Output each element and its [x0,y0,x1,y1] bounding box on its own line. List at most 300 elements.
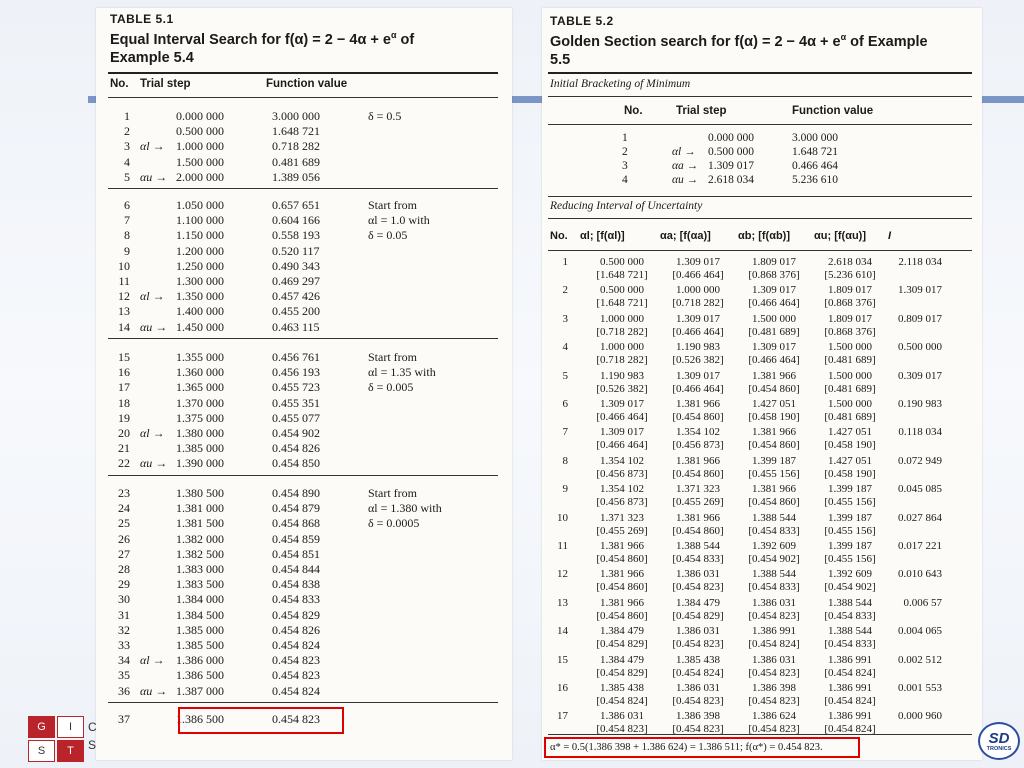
alpha-value: 0.500 000 [600,284,644,297]
alpha-marker: αu → [140,169,168,184]
alpha-value: 1.388 544 [676,540,720,552]
function-value: [0.454 829] [596,638,648,651]
alpha-value: 1.399 187 [828,483,872,496]
function-value: [0.481 689] [824,382,876,395]
alpha-value: 1.399 187 [752,454,796,467]
alpha-marker: αa → [672,160,699,172]
trial-step-value: 1.380 000 [176,426,224,440]
function-value: [0.454 823] [672,638,724,651]
step-note: Start from [368,350,417,364]
function-value: 0.558 193 [272,228,320,243]
row-number: 30 [118,592,130,607]
function-value: [0.526 382] [596,382,648,395]
function-value: 0.490 343 [272,258,320,273]
iteration-number: 12 [557,568,568,581]
step-note: αl = 1.0 with [368,213,430,228]
function-value: [0.454 860] [672,524,724,537]
table-number: TABLE 5.1 [110,12,174,26]
alpha-value: 1.309 017 [600,398,644,410]
gist-logo [28,716,84,762]
trial-step-value: 1.382 000 [176,531,224,546]
alpha-value: 1.386 031 [676,682,720,694]
alpha-value: 1.427 051 [828,454,872,467]
logo-sd-text: SD [988,729,1010,747]
alpha-value: 1.309 017 [676,312,720,325]
bracket-function-value: 1.648 721 [792,146,838,158]
function-value: 0.454 844 [272,562,320,576]
title-sup: α [840,32,847,42]
trial-step-value: 2.000 000 [176,169,224,184]
function-value: 0.454 838 [272,577,320,592]
trial-step-value: 1.383 500 [176,577,224,592]
function-value: 0.455 351 [272,395,320,410]
function-value: [0.456 873] [596,496,648,509]
rule-top [108,72,498,74]
sd-tronics-logo [978,722,1020,760]
row-number: 9 [124,243,130,258]
alpha-value: 1.385 438 [600,682,644,694]
alpha-value: 1.354 102 [676,426,720,439]
header2-interval: I [888,230,892,242]
function-value: [0.454 833] [824,638,876,651]
function-value: [0.455 269] [672,496,724,509]
highlight-formula [544,737,860,758]
alpha-value: 1.386 624 [752,710,796,723]
function-value: 0.454 890 [272,486,320,500]
function-value: [0.481 689] [824,411,876,423]
clipped-text-2: S [88,738,97,752]
alpha-value: 1.354 102 [600,454,644,467]
trial-step-value: 1.385 500 [176,638,224,652]
trial-step-value: 1.386 000 [176,653,224,668]
interval-value: 0.309 017 [898,369,942,382]
function-value: 0.455 077 [272,410,320,425]
trial-step-value: 0.000 000 [176,109,224,123]
function-value: [0.455 156] [824,553,876,565]
alpha-value: 1.000 000 [676,284,720,297]
alpha-value: 1.392 609 [828,568,872,581]
function-value: 0.454 850 [272,456,320,471]
function-value: [0.466 464] [748,354,800,367]
trial-step-value: 1.500 000 [176,154,224,169]
table-number: TABLE 5.2 [550,14,614,28]
interval-value: 1.309 017 [898,284,942,297]
function-value: [5.236 610] [824,269,876,281]
alpha-value: 1.399 187 [828,540,872,552]
row-number: 21 [118,441,130,456]
function-value: [0.454 860] [748,382,800,395]
step-note: αl = 1.35 with [368,365,436,380]
function-value: 0.456 193 [272,365,320,380]
function-value: [0.868 376] [748,269,800,281]
interval-value: 0.072 949 [898,454,942,467]
group-divider [108,475,498,476]
function-value: [0.718 282] [672,297,724,310]
function-value: [0.456 873] [596,467,648,480]
title-text: Golden Section search for f(α) = 2 − 4α + e [550,33,841,50]
alpha-value: 1.386 031 [752,596,796,609]
function-value: [0.454 823] [672,695,724,707]
alpha-value: 1.399 187 [828,511,872,524]
bracket-row-number: 3 [622,160,628,172]
trial-step-value: 1.370 000 [176,395,224,410]
alpha-marker: αl → [140,426,165,440]
trial-step-value: 1.380 500 [176,486,224,500]
alpha-value: 1.388 544 [752,511,796,524]
row-number: 10 [118,258,130,273]
trial-step-value: 1.350 000 [176,289,224,304]
row-number: 29 [118,577,130,592]
title-text: Equal Interval Search for f(α) = 2 − 4α + e [110,31,391,48]
bracket-trial-step: 0.000 000 [708,132,754,144]
row-number: 11 [118,274,130,288]
accent-bar-middle [512,96,542,103]
group-divider [108,188,498,189]
alpha-value: 1.386 031 [676,568,720,581]
iteration-number: 10 [557,511,568,524]
trial-step-value: 1.385 000 [176,441,224,456]
alpha-value: 1.381 966 [600,568,644,581]
row-number: 27 [118,546,130,561]
function-value: [0.454 823] [748,609,800,622]
bracket-row-number: 4 [622,174,628,186]
row-number: 22 [118,456,130,471]
trial-step-value: 1.384 000 [176,592,224,607]
alpha-value: 1.500 000 [828,398,872,410]
function-value: 0.469 297 [272,274,320,288]
interval-value: 0.004 065 [898,625,942,638]
function-value: 0.455 723 [272,380,320,395]
bracket-function-value: 5.236 610 [792,174,838,186]
header-function-value: Function value [792,105,874,117]
function-value: [0.454 829] [672,609,724,622]
alpha-value: 1.386 031 [676,625,720,638]
bracket-row-number: 2 [622,146,628,158]
function-value: [0.454 833] [672,553,724,565]
rule-top [548,72,972,74]
function-value: [0.455 156] [748,467,800,480]
row-number: 33 [118,638,130,652]
alpha-value: 1.371 323 [676,483,720,496]
alpha-marker: αl → [140,139,165,154]
function-value: [0.454 824] [596,695,648,707]
function-value: [0.454 833] [824,609,876,622]
function-value: [0.454 860] [748,439,800,452]
interval-value: 0.000 960 [898,710,942,723]
function-value: 0.454 824 [272,638,320,652]
function-value: [0.454 824] [748,638,800,651]
alpha-value: 1.500 000 [752,312,796,325]
interval-value: 0.027 864 [898,511,942,524]
alpha-value: 0.500 000 [600,256,644,268]
function-value: [0.454 860] [596,553,648,565]
interval-value: 0.118 034 [898,426,942,439]
trial-step-value: 1.384 500 [176,607,224,622]
row-number: 32 [118,622,130,637]
logo-cell-g: G [28,716,55,738]
rule-sub1 [548,96,972,97]
rule-header1 [548,124,972,125]
trial-step-value: 1.383 000 [176,562,224,576]
header-trial-step: Trial step [676,105,727,117]
table-5-1-scan [96,8,512,760]
title-example: Example 5.4 [110,49,194,66]
title-sup: α [390,30,397,40]
alpha-value: 2.618 034 [828,256,872,268]
alpha-value: 1.386 991 [828,710,872,723]
table-5-2-scan [542,8,982,760]
alpha-value: 1.427 051 [828,426,872,439]
logo-cell-s: S [28,740,55,762]
row-number: 2 [124,124,130,139]
iteration-number: 14 [557,625,568,638]
bracket-row-number: 1 [622,132,628,144]
function-value: [0.454 860] [748,496,800,509]
function-value: 0.454 824 [272,683,320,698]
function-value: 0.454 879 [272,501,320,516]
alpha-value: 1.386 991 [828,682,872,694]
function-value: 0.454 833 [272,592,320,607]
function-value: 0.454 823 [272,653,320,668]
iteration-number: 1 [562,256,568,268]
alpha-value: 1.354 102 [600,483,644,496]
row-number: 8 [124,228,130,243]
group-divider [108,338,498,339]
function-value: [0.454 823] [672,723,724,736]
interval-value: 0.045 085 [898,483,942,496]
function-value: 0.454 823 [272,712,320,726]
row-number: 35 [118,668,130,683]
function-value: [0.456 873] [672,439,724,452]
iteration-number: 5 [562,369,568,382]
trial-step-value: 1.355 000 [176,350,224,364]
row-number: 20 [118,426,130,440]
row-number: 16 [118,365,130,380]
function-value: [0.466 464] [672,382,724,395]
function-value: [0.466 464] [748,297,800,310]
function-value: 1.648 721 [272,124,320,139]
iteration-number: 11 [557,540,568,552]
alpha-value: 1.381 966 [600,596,644,609]
step-note: δ = 0.05 [368,228,408,243]
trial-step-value: 1.000 000 [176,139,224,154]
group-divider [108,702,498,703]
function-value: [0.466 464] [672,325,724,338]
title-of: of [396,31,415,48]
interval-value: 0.809 017 [898,312,942,325]
alpha-value: 1.381 966 [676,511,720,524]
function-value: [0.454 902] [824,581,876,594]
row-number: 37 [118,712,130,726]
iteration-number: 2 [562,284,568,297]
function-value: [0.868 376] [824,297,876,310]
logo-sd-subtext: TRONICS [986,745,1012,752]
trial-step-value: 1.387 000 [176,683,224,698]
rule-bracket-end [548,196,972,197]
step-note: δ = 0.005 [368,380,414,395]
function-value: 0.454 826 [272,622,320,637]
result-formula: α* = 0.5(1.386 398 + 1.386 624) = 1.386 511; f(α*) = 0.454 823. [550,742,823,753]
function-value: [0.454 860] [596,609,648,622]
trial-step-value: 1.250 000 [176,258,224,273]
step-note: δ = 0.5 [368,109,402,123]
alpha-value: 1.386 991 [828,653,872,666]
trial-step-value: 1.365 000 [176,380,224,395]
subtitle-bracketing: Initial Bracketing of Minimum [550,78,691,90]
function-value: [0.868 376] [824,325,876,338]
accent-bar-left [88,96,96,103]
alpha-value: 1.500 000 [828,369,872,382]
bracket-function-value: 3.000 000 [792,132,838,144]
row-number: 4 [124,154,130,169]
function-value: 0.454 823 [272,668,320,683]
alpha-value: 1.500 000 [828,341,872,354]
alpha-value: 1.386 398 [752,682,796,694]
alpha-value: 1.381 966 [600,540,644,552]
step-note: δ = 0.0005 [368,516,420,531]
alpha-marker: αl → [672,146,696,158]
row-number: 18 [118,395,130,410]
function-value: [0.718 282] [596,325,648,338]
header-no: No. [624,105,643,117]
function-value: [0.454 823] [596,723,648,736]
trial-step-value: 1.381 500 [176,516,224,531]
header2-no: No. [550,230,568,242]
alpha-value: 1.809 017 [752,256,796,268]
iteration-number: 7 [562,426,568,439]
row-number: 25 [118,516,130,531]
function-value: 0.454 868 [272,516,320,531]
trial-step-value: 1.300 000 [176,274,224,288]
iteration-number: 6 [562,398,568,410]
row-number: 12 [118,289,130,304]
header2-alpha-u: αu; [f(αu)] [814,230,866,242]
function-value: 0.657 651 [272,198,320,212]
row-number: 3 [124,139,130,154]
alpha-marker: αl → [140,289,165,304]
function-value: [0.454 833] [748,581,800,594]
row-number: 13 [118,304,130,319]
alpha-value: 1.381 966 [752,426,796,439]
function-value: [1.648 721] [596,269,648,281]
iteration-number: 16 [557,682,568,694]
function-value: 0.520 117 [272,243,320,258]
row-number: 28 [118,562,130,576]
alpha-value: 1.381 966 [676,454,720,467]
interval-value: 0.010 643 [898,568,942,581]
rule-header2 [548,250,972,251]
row-number: 5 [124,169,130,184]
iteration-number: 4 [562,341,568,354]
alpha-marker: αu → [140,319,168,334]
function-value: 0.604 166 [272,213,320,228]
function-value: [0.454 824] [824,695,876,707]
interval-value: 0.190 983 [898,398,942,410]
clipped-text-1: C [88,720,97,734]
function-value: [0.454 829] [596,666,648,679]
alpha-value: 1.190 983 [600,369,644,382]
trial-step-value: 1.381 000 [176,501,224,516]
title-example: 5.5 [550,51,571,68]
function-value: 0.454 851 [272,546,320,561]
trial-step-value: 1.386 500 [176,712,224,726]
function-value: [0.454 902] [748,553,800,565]
row-number: 14 [118,319,130,334]
function-value: 0.463 115 [272,319,320,334]
function-value: [0.466 464] [672,269,724,281]
alpha-marker: αu → [140,683,168,698]
bracket-trial-step: 0.500 000 [708,146,754,158]
title-of: of Example [846,33,928,50]
alpha-marker: αl → [140,653,165,668]
alpha-value: 1.384 479 [600,625,644,638]
alpha-value: 1.392 609 [752,540,796,552]
function-value: 0.457 426 [272,289,320,304]
iteration-number: 13 [557,596,568,609]
function-value: [0.454 823] [748,666,800,679]
table-title [110,26,414,67]
function-value: [0.458 190] [748,411,800,423]
row-number: 31 [118,607,130,622]
subtitle-reducing: Reducing Interval of Uncertainty [550,200,703,212]
alpha-value: 1.381 966 [752,369,796,382]
function-value: 3.000 000 [272,109,320,123]
alpha-value: 1.381 966 [676,398,720,410]
alpha-value: 1.309 017 [676,256,720,268]
iteration-number: 8 [562,454,568,467]
alpha-value: 1.388 544 [752,568,796,581]
alpha-value: 1.190 983 [676,341,720,354]
accent-bar-right [982,96,1024,103]
header2-alpha-l: αl; [f(αl)] [580,230,625,242]
highlight-final-row [178,707,344,734]
trial-step-value: 1.050 000 [176,198,224,212]
function-value: [0.454 860] [672,467,724,480]
function-value: [0.455 269] [596,524,648,537]
trial-step-value: 1.382 500 [176,546,224,561]
function-value: [0.454 833] [748,524,800,537]
trial-step-value: 1.360 000 [176,365,224,380]
alpha-marker: αu → [672,174,699,186]
function-value: 0.718 282 [272,139,320,154]
interval-value: 0.017 221 [898,540,942,552]
trial-step-value: 1.200 000 [176,243,224,258]
row-number: 23 [118,486,130,500]
alpha-value: 1.809 017 [828,312,872,325]
trial-step-value: 1.390 000 [176,456,224,471]
function-value: [0.454 823] [748,723,800,736]
table-title [550,28,928,69]
row-number: 1 [124,109,130,123]
function-value: 0.456 761 [272,350,320,364]
alpha-value: 1.384 479 [600,653,644,666]
function-value: [0.458 190] [824,439,876,452]
function-value: [0.455 156] [824,496,876,509]
row-number: 17 [118,380,130,395]
function-value: 0.454 826 [272,441,320,456]
step-note: Start from [368,198,417,212]
interval-value: 0.002 512 [898,653,942,666]
trial-step-value: 1.386 500 [176,668,224,683]
function-value: [0.454 824] [824,666,876,679]
function-value: [0.455 156] [824,524,876,537]
row-number: 24 [118,501,130,516]
trial-step-value: 1.450 000 [176,319,224,334]
function-value: [0.466 464] [596,411,648,423]
alpha-marker: αu → [140,456,168,471]
bracket-function-value: 0.466 464 [792,160,838,172]
alpha-value: 1.427 051 [752,398,796,410]
